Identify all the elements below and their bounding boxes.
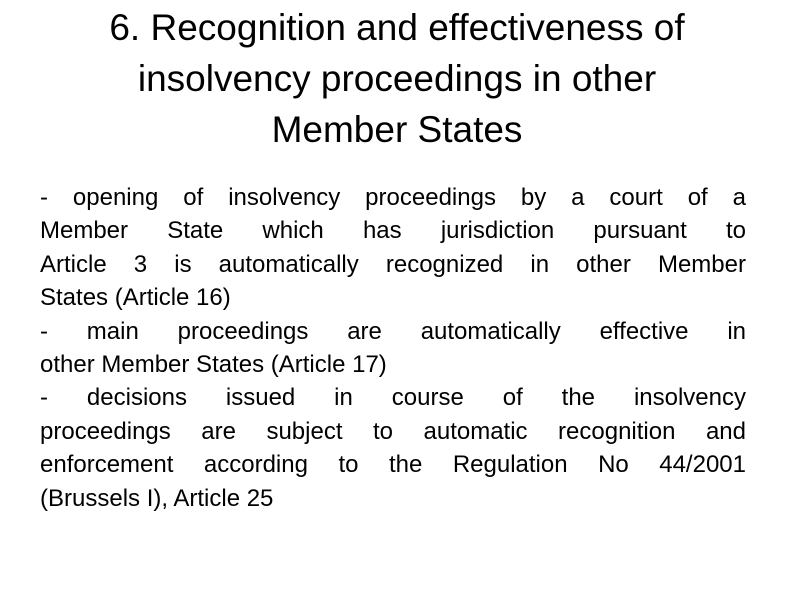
- slide-title-line: Member States: [271, 109, 523, 150]
- slide-title-line: insolvency proceedings in other: [137, 58, 657, 99]
- body-line: proceedings are subject to automatic recognition and: [40, 417, 746, 445]
- body-line: Article 3 is automatically recognized in other Member: [40, 250, 746, 278]
- body-line: (Brussels I), Article 25: [40, 484, 274, 512]
- body-line: - opening of insolvency proceedings by a court of a: [40, 184, 746, 211]
- slide-title: [40, 2, 754, 155]
- slide-body: [40, 181, 746, 515]
- body-line: Member State which has jurisdiction pursuant to: [40, 217, 746, 245]
- body-line: - main proceedings are automatically effective in: [40, 317, 746, 345]
- body-line: States (Article 16): [40, 284, 231, 312]
- body-line: enforcement according to the Regulation No 44/2001: [40, 451, 746, 479]
- slide-title-line: 6. Recognition and effectiveness of: [109, 7, 685, 48]
- body-line: - decisions issued in course of the insolvency: [40, 384, 746, 412]
- body-line: other Member States (Article 17): [40, 350, 387, 378]
